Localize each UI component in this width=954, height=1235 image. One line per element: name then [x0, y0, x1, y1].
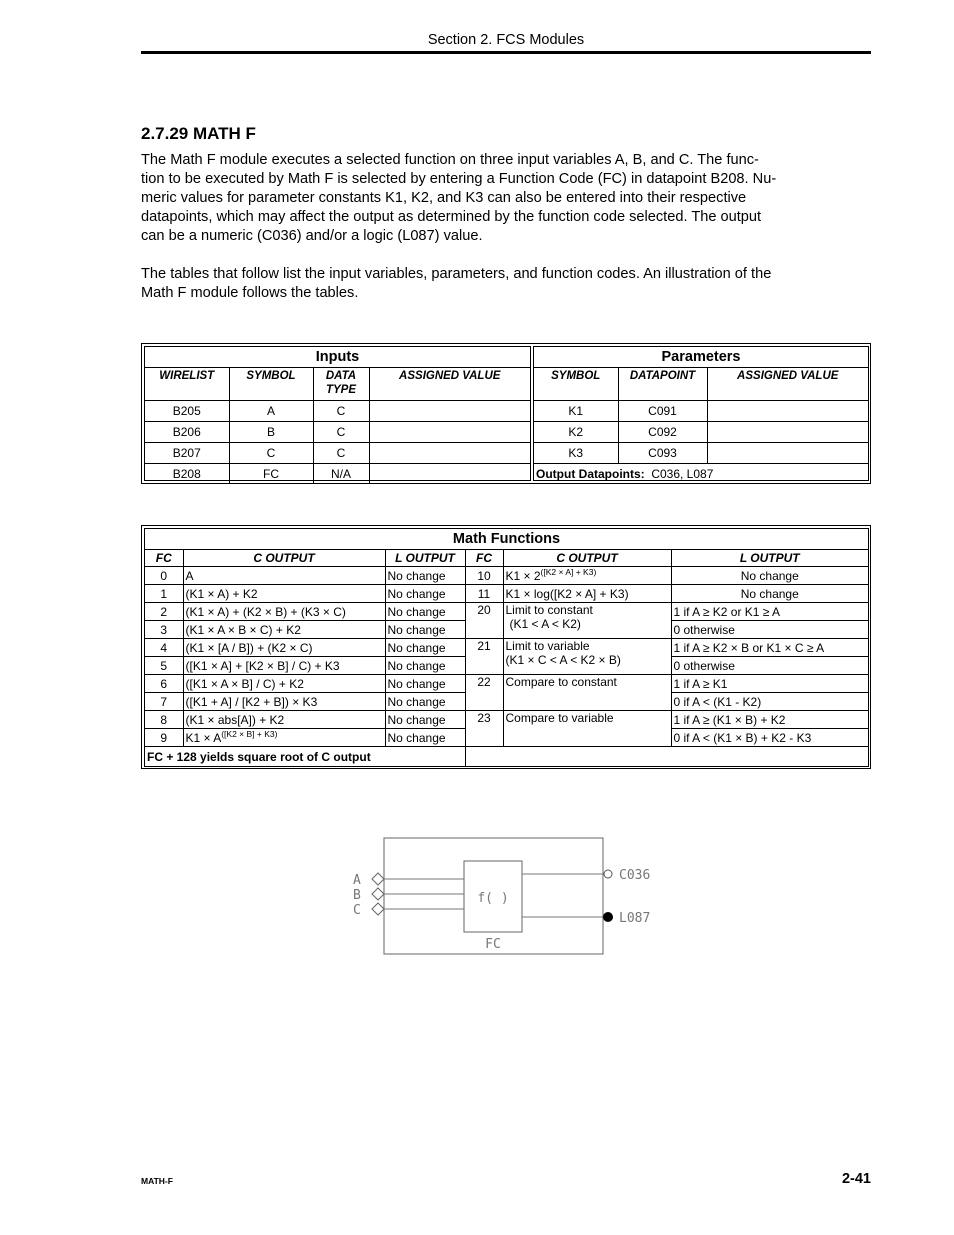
table-row [145, 711, 868, 729]
output-datapoints-row [534, 464, 868, 485]
input-c-diamond-icon [372, 903, 384, 915]
assigned-value-cell [707, 401, 868, 422]
header-rule [141, 51, 871, 54]
col-header: C OUTPUT [503, 550, 671, 567]
fc-cell: 20 [465, 603, 503, 639]
l-output-cell: No change [385, 729, 465, 747]
cell: C091 [618, 401, 707, 422]
l-output-cell: 1 if A ≥ K2 or K1 ≥ A [671, 603, 868, 621]
c-output-line: Limit to constant [505, 603, 593, 617]
footer-module-name: MATH-F [141, 1176, 173, 1186]
c-output-line: Limit to variable [505, 639, 590, 653]
fc-cell: 5 [145, 657, 183, 675]
fc-cell: 0 [145, 567, 183, 585]
c-output-cell [503, 639, 671, 675]
input-b-diamond-icon [372, 888, 384, 900]
cell: FC [229, 464, 313, 485]
cell: B207 [145, 443, 229, 464]
output-l087-label: L087 [619, 911, 651, 926]
c-output-cell: Compare to constant [503, 675, 671, 711]
exponent-text: ([K2 × A] + K3) [540, 566, 597, 577]
cell: C [229, 443, 313, 464]
assigned-value-cell [707, 443, 868, 464]
section-title: 2.7.29 MATH F [141, 124, 256, 143]
c-output-cell: Compare to variable [503, 711, 671, 747]
input-a-label: A [353, 873, 361, 888]
fc-cell: 21 [465, 639, 503, 675]
table-row [534, 443, 868, 464]
col-header: SYMBOL [534, 368, 618, 401]
text-line: tion to be executed by Math F is selected by entering a Function Code (FC) in datapoint B208. Nu- [141, 171, 777, 187]
input-c-label: C [353, 903, 361, 918]
l-output-cell: 0 if A < (K1 - K2) [671, 693, 868, 711]
table-row [534, 422, 868, 443]
col-header: ASSIGNED VALUE [369, 368, 530, 401]
l-output-cell: 1 if A ≥ K2 × B or K1 × C ≥ A [671, 639, 868, 657]
c-output-cell: (K1 × A) + (K2 × B) + (K3 × C) [183, 603, 385, 621]
output-c036-label: C036 [619, 868, 651, 883]
fc-cell: 1 [145, 585, 183, 603]
col-header: C OUTPUT [183, 550, 385, 567]
page-header: Section 2. FCS Modules [427, 32, 585, 48]
fc-cell: 4 [145, 639, 183, 657]
cell: K2 [534, 422, 618, 443]
col-header: WIRELIST [145, 368, 229, 401]
table-row [145, 639, 868, 657]
table-row [145, 603, 868, 621]
table-row [145, 464, 530, 485]
cell: C [313, 443, 369, 464]
page-number: 2-41 [841, 1171, 871, 1187]
table-row [145, 675, 868, 693]
assigned-value-cell [707, 422, 868, 443]
output-datapoints-value: C036, L087 [651, 467, 714, 481]
fc-cell: 2 [145, 603, 183, 621]
cell: B208 [145, 464, 229, 485]
output-c036-open-circle-icon [604, 870, 612, 878]
l-output-cell: No change [385, 657, 465, 675]
cell: C [313, 401, 369, 422]
input-b-label: B [353, 888, 361, 903]
l-output-cell: No change [385, 693, 465, 711]
math-f-module-diagram [340, 830, 670, 965]
c-output-cell [503, 567, 671, 585]
assigned-value-cell [369, 443, 530, 464]
l-output-cell: 0 otherwise [671, 657, 868, 675]
fc-cell: 9 [145, 729, 183, 747]
fc-label: FC [485, 937, 501, 952]
col-header: L OUTPUT [385, 550, 465, 567]
col-header: DATA TYPE [313, 368, 369, 401]
output-datapoints-cell [534, 464, 868, 485]
table-row [534, 401, 868, 422]
c-output-cell: ([K1 + A] / [K2 + B]) × K3 [183, 693, 385, 711]
tables-paragraph [141, 265, 873, 303]
empty-cell [465, 747, 868, 768]
text-line: datapoints, which may affect the output as determined by the function code selected. The output [141, 209, 762, 225]
fc-cell: 8 [145, 711, 183, 729]
output-datapoints-label: Output Datapoints: [536, 467, 645, 481]
table-row [145, 585, 868, 603]
l-output-cell: No change [385, 603, 465, 621]
parameters-table [533, 346, 869, 481]
cell: A [229, 401, 313, 422]
fc-cell: 22 [465, 675, 503, 711]
col-header: SYMBOL [229, 368, 313, 401]
assigned-value-cell [369, 422, 530, 443]
parameters-title: Parameters [534, 347, 868, 368]
l-output-cell: 1 if A ≥ (K1 × B) + K2 [671, 711, 868, 729]
footnote-cell: FC + 128 yields square root of C output [145, 747, 465, 768]
cell: B [229, 422, 313, 443]
exponent-text: ([K2 × B] + K3) [221, 728, 278, 739]
table-row [145, 422, 530, 443]
col-header: FC [145, 550, 183, 567]
output-l087-filled-circle-icon [604, 913, 613, 922]
c-output-text: K1 × A [185, 730, 222, 745]
c-output-cell: A [183, 567, 385, 585]
col-header: DATAPOINT [618, 368, 707, 401]
c-output-cell [503, 603, 671, 639]
inputs-parameters-table [141, 343, 871, 484]
inputs-table [144, 346, 531, 481]
text-line: The Math F module executes a selected function on three input variables A, B, and C. The func- [141, 152, 759, 168]
cell: B206 [145, 422, 229, 443]
text-line: Math F module follows the tables. [141, 285, 359, 301]
fc-cell: 11 [465, 585, 503, 603]
c-output-text: K1 × 2 [505, 568, 541, 583]
fc-cell: 10 [465, 567, 503, 585]
table-row [145, 443, 530, 464]
col-header: ASSIGNED VALUE [707, 368, 868, 401]
math-functions-table [141, 525, 871, 769]
text-line: The tables that follow list the input variables, parameters, and function codes. An illustration of the [141, 266, 772, 282]
l-output-cell: No change [671, 567, 868, 585]
inputs-title: Inputs [145, 347, 530, 368]
col-header: L OUTPUT [671, 550, 868, 567]
c-output-cell: K1 × log([K2 × A] + K3) [503, 585, 671, 603]
l-output-cell: No change [385, 621, 465, 639]
text-line: meric values for parameter constants K1, K2, and K3 can also be entered into their respective [141, 190, 747, 206]
intro-paragraph [141, 151, 873, 246]
l-output-cell: No change [385, 711, 465, 729]
c-output-cell: ([K1 × A × B] / C) + K2 [183, 675, 385, 693]
cell: C [313, 422, 369, 443]
cell: B205 [145, 401, 229, 422]
c-output-cell: (K1 × abs[A]) + K2 [183, 711, 385, 729]
text-line: can be a numeric (C036) and/or a logic (L087) value. [141, 228, 483, 244]
assigned-value-cell [369, 464, 530, 485]
footnote-row [145, 747, 868, 768]
l-output-cell: No change [385, 675, 465, 693]
fc-cell: 23 [465, 711, 503, 747]
col-header: FC [465, 550, 503, 567]
cell: C092 [618, 422, 707, 443]
c-output-line: (K1 × C < A < K2 × B) [505, 653, 621, 667]
l-output-cell: No change [385, 585, 465, 603]
assigned-value-cell [369, 401, 530, 422]
l-output-cell: No change [385, 639, 465, 657]
l-output-cell: 0 otherwise [671, 621, 868, 639]
fc-cell: 6 [145, 675, 183, 693]
table-row [145, 401, 530, 422]
table-row [145, 567, 868, 585]
fc-cell: 7 [145, 693, 183, 711]
c-output-cell: (K1 × A × B × C) + K2 [183, 621, 385, 639]
input-a-diamond-icon [372, 873, 384, 885]
c-output-cell: (K1 × A) + K2 [183, 585, 385, 603]
l-output-cell: No change [671, 585, 868, 603]
l-output-cell: 0 if A < (K1 × B) + K2 - K3 [671, 729, 868, 747]
math-functions-title: Math Functions [145, 529, 868, 550]
l-output-cell: 1 if A ≥ K1 [671, 675, 868, 693]
cell: K1 [534, 401, 618, 422]
header-row [145, 550, 868, 567]
l-output-cell: No change [385, 567, 465, 585]
cell: C093 [618, 443, 707, 464]
cell: N/A [313, 464, 369, 485]
fc-cell: 3 [145, 621, 183, 639]
c-output-line: (K1 < A < K2) [509, 617, 581, 631]
function-label: f( ) [477, 891, 509, 906]
c-output-cell [183, 729, 385, 747]
cell: K3 [534, 443, 618, 464]
c-output-cell: ([K1 × A] + [K2 × B] / C) + K3 [183, 657, 385, 675]
c-output-cell: (K1 × [A / B]) + (K2 × C) [183, 639, 385, 657]
